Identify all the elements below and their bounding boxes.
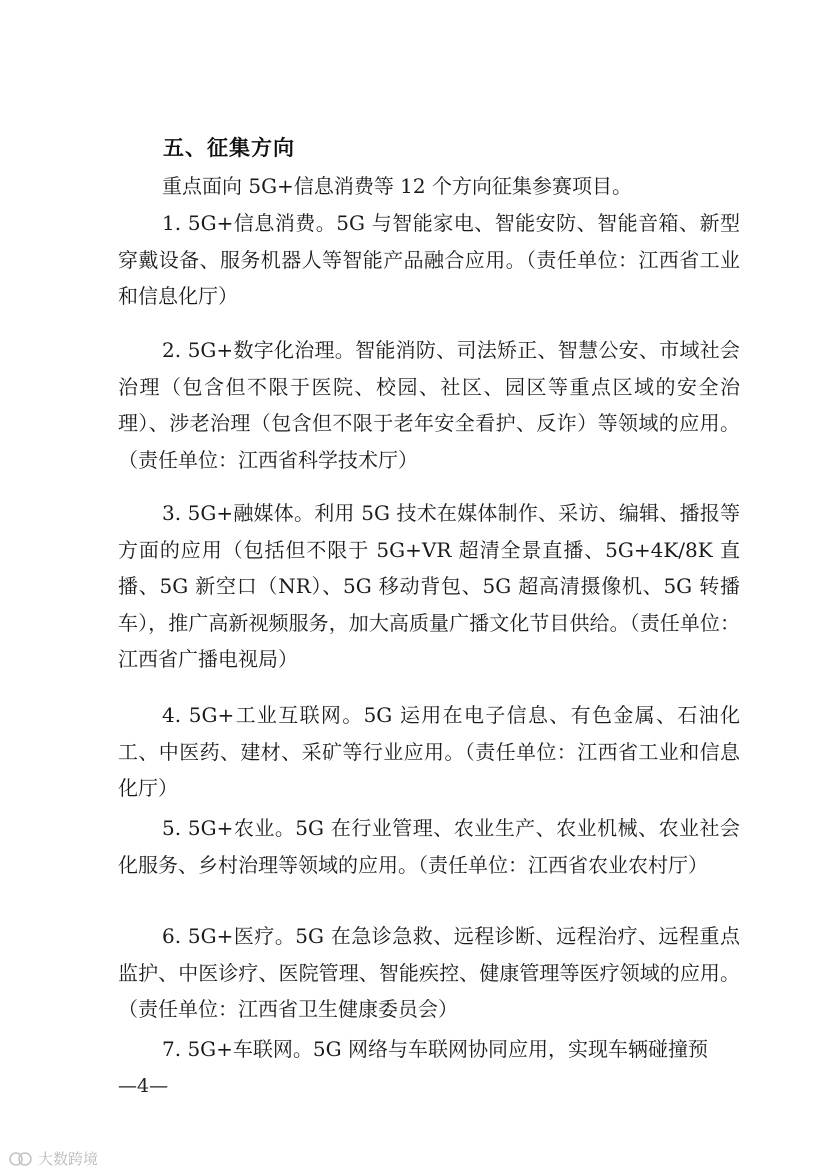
item-paragraph-5: 5. 5G+农业。5G 在行业管理、农业生产、农业机械、农业社会化服务、乡村治理等领域的应用。（责任单位：江西省农业农村厅） xyxy=(118,816,740,877)
item-paragraph-1: 1. 5G+信息消费。5G 与智能家电、智能安防、智能音箱、新型穿戴设备、服务机器人等智能产品融合应用。（责任单位：江西省工业和信息化厅） xyxy=(118,211,740,308)
item-paragraph-7: 7. 5G+车联网。5G 网络与车联网协同应用，实现车辆碰撞预 xyxy=(162,1037,708,1061)
item-paragraph-3: 3. 5G+融媒体。利用 5G 技术在媒体制作、采访、编辑、播报等方面的应用（包括但不限于 5G+VR 超清全景直播、5G+4K/8K 直播、5G 新空口（NR）、5G 移动背包、5G 超高清摄像机、5G 转播车），推广高新视频服务，加大高质量广播文化节目供给。（责任单位：江西省广播电视局） xyxy=(118,501,740,671)
item-paragraph-4: 4. 5G+工业互联网。5G 运用在电子信息、有色金属、石油化工、中医药、建材、采矿等行业应用。（责任单位：江西省工业和信息化厅） xyxy=(118,703,740,800)
section-heading: 五、征集方向 xyxy=(163,136,295,160)
item-paragraph-6: 6. 5G+医疗。5G 在急诊急救、远程诊断、远程治疗、远程重点监护、中医诊疗、医院管理、智能疾控、健康管理等医疗领域的应用。（责任单位：江西省卫生健康委员会） xyxy=(118,924,740,1021)
watermark-text: 大数跨境 xyxy=(38,1150,99,1168)
item-paragraph-2: 2. 5G+数字化治理。智能消防、司法矫正、智慧公安、市域社会治理（包含但不限于医院、校园、社区、园区等重点区域的安全治理）、涉老治理（包含但不限于老年安全看护、反诈）等领域的应用。（责任单位：江西省科学技术厅） xyxy=(118,338,740,472)
watermark xyxy=(8,1148,98,1169)
intro-paragraph: 重点面向 5G+信息消费等 12 个方向征集参赛项目。 xyxy=(162,174,632,198)
page-number: —4— xyxy=(118,1075,169,1097)
watermark-logo-icon xyxy=(8,1150,34,1168)
